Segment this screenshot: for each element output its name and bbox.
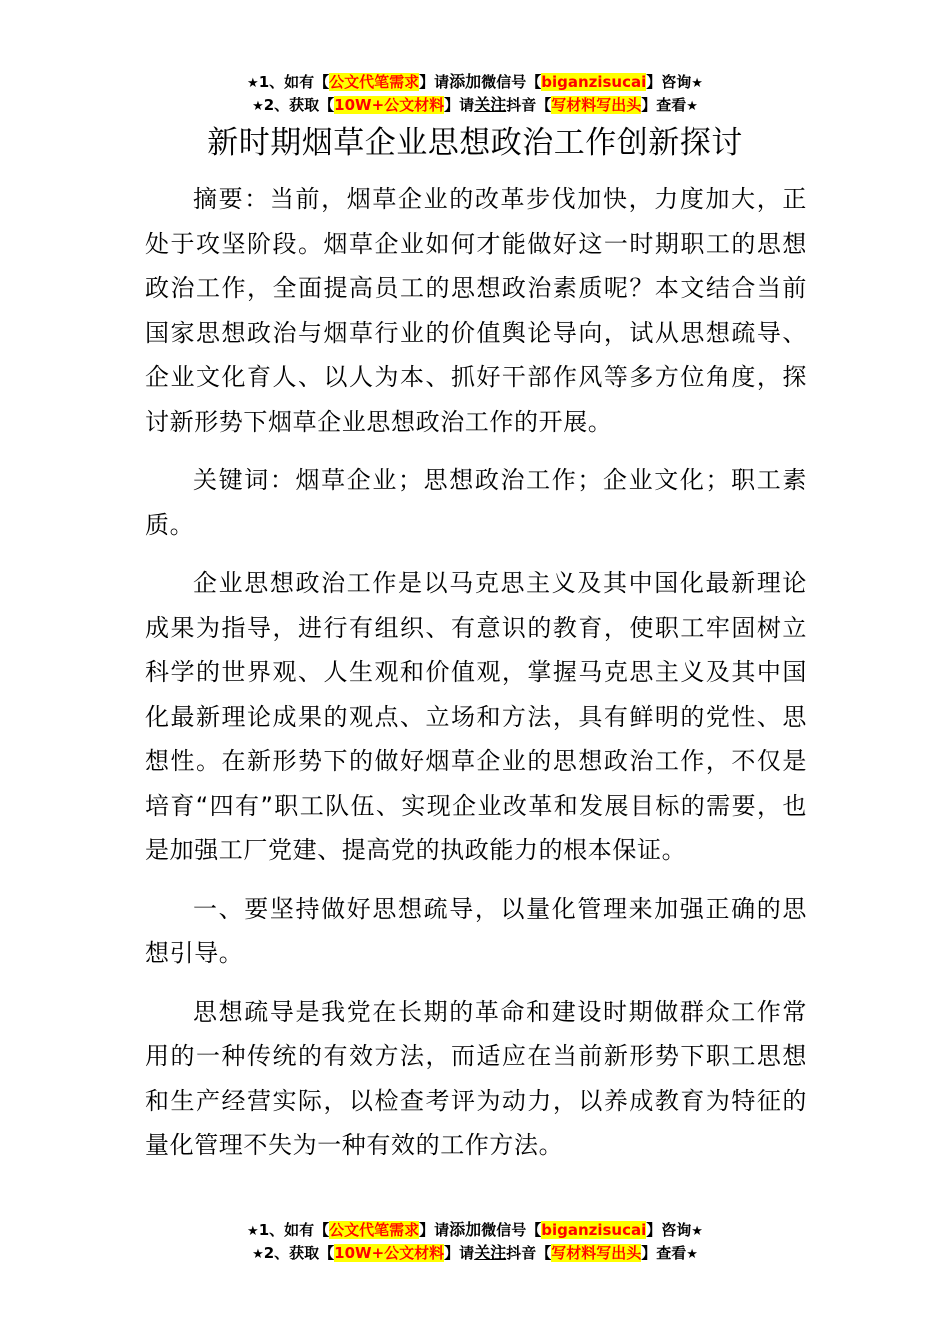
promo-text: 】请 [444, 96, 475, 114]
intro-paragraph: 企业思想政治工作是以马克思主义及其中国化最新理论成果为指导，进行有组织、有意识的教育，使职工牢固树立科学的世界观、人生观和价值观，掌握马克思主义及其中国化最新理论成果的观点、立场和方法，具有鲜明的党性、思想性。在新形势下的做好烟草企业的思想政治工作，不仅是培育“四有”职工队伍、实现企业改革和发展目标的需要，也是加强工厂党建、提高党的执政能力的根本保证。 [145, 569, 807, 864]
promo-highlight: 10W+公文材料 [334, 1244, 445, 1262]
promo-highlight: 写材料写出头 [551, 1244, 642, 1262]
star-icon: ★ [252, 1247, 264, 1262]
promo-text: 抖音【 [506, 96, 552, 114]
promo-text: 抖音【 [506, 1244, 552, 1262]
promo-highlight: 公文代笔需求 [329, 1221, 420, 1239]
promo-highlight: 10W+公文材料 [334, 96, 445, 114]
section-heading-1: 一、要坚持做好思想疏导，以量化管理来加强正确的思想引导。 [145, 894, 807, 967]
document-title: 新时期烟草企业思想政治工作创新探讨 [207, 125, 743, 161]
promo-emphasis: 添加 [449, 1220, 482, 1239]
abstract-paragraph: 摘要：当前，烟草企业的改革步伐加快，力度加大，正处于攻坚阶段。烟草企业如何才能做好这一时期职工的思想政治工作，全面提高员工的思想政治素质呢？本文结合当前国家思想政治与烟草行业的价值舆论导向，试从思想疏导、企业文化育人、以人为本、抓好干部作风等多方位角度，探讨新形势下烟草企业思想政治工作的开展。 [145, 185, 807, 436]
star-icon: ★ [691, 76, 703, 91]
star-icon: ★ [691, 1224, 703, 1239]
promo-text: 1、如有【 [258, 1221, 330, 1239]
promo-emphasis: 关注 [474, 1243, 507, 1262]
promo-highlight: 写材料写出头 [551, 96, 642, 114]
promo-text: 】查看 [641, 1244, 687, 1262]
promo-highlight: biganzisucai [541, 1221, 647, 1239]
promo-footer [0, 1218, 950, 1264]
promo-text: 】请 [419, 73, 450, 91]
promo-line-2 [0, 1241, 950, 1264]
promo-text: 】咨询 [646, 1221, 692, 1239]
promo-text: 微信号【 [481, 73, 542, 91]
promo-line-2 [0, 93, 950, 116]
promo-text: 】请 [444, 1244, 475, 1262]
promo-text: 】咨询 [646, 73, 692, 91]
promo-text: 2、获取【 [263, 96, 335, 114]
star-icon: ★ [686, 1247, 698, 1262]
star-icon: ★ [247, 76, 259, 91]
promo-text: 】查看 [641, 96, 687, 114]
document-body [145, 177, 807, 1182]
promo-emphasis: 关注 [474, 95, 507, 114]
promo-line-1 [0, 70, 950, 93]
promo-line-1 [0, 1218, 950, 1241]
promo-header [0, 70, 950, 116]
body-paragraph: 思想疏导是我党在长期的革命和建设时期做群众工作常用的一种传统的有效方法，而适应在当前新形势下职工思想和生产经营实际，以检查考评为动力，以养成教育为特征的量化管理不失为一种有效的工作方法。 [145, 997, 807, 1159]
star-icon: ★ [252, 99, 264, 114]
promo-emphasis: 添加 [449, 72, 482, 91]
promo-highlight: biganzisucai [541, 73, 647, 91]
promo-text: 2、获取【 [263, 1244, 335, 1262]
promo-text: 1、如有【 [258, 73, 330, 91]
promo-text: 】请 [419, 1221, 450, 1239]
promo-highlight: 公文代笔需求 [329, 73, 420, 91]
star-icon: ★ [247, 1224, 259, 1239]
promo-text: 微信号【 [481, 1221, 542, 1239]
keywords-paragraph: 关键词：烟草企业；思想政治工作；企业文化；职工素质。 [145, 466, 807, 539]
star-icon: ★ [686, 99, 698, 114]
